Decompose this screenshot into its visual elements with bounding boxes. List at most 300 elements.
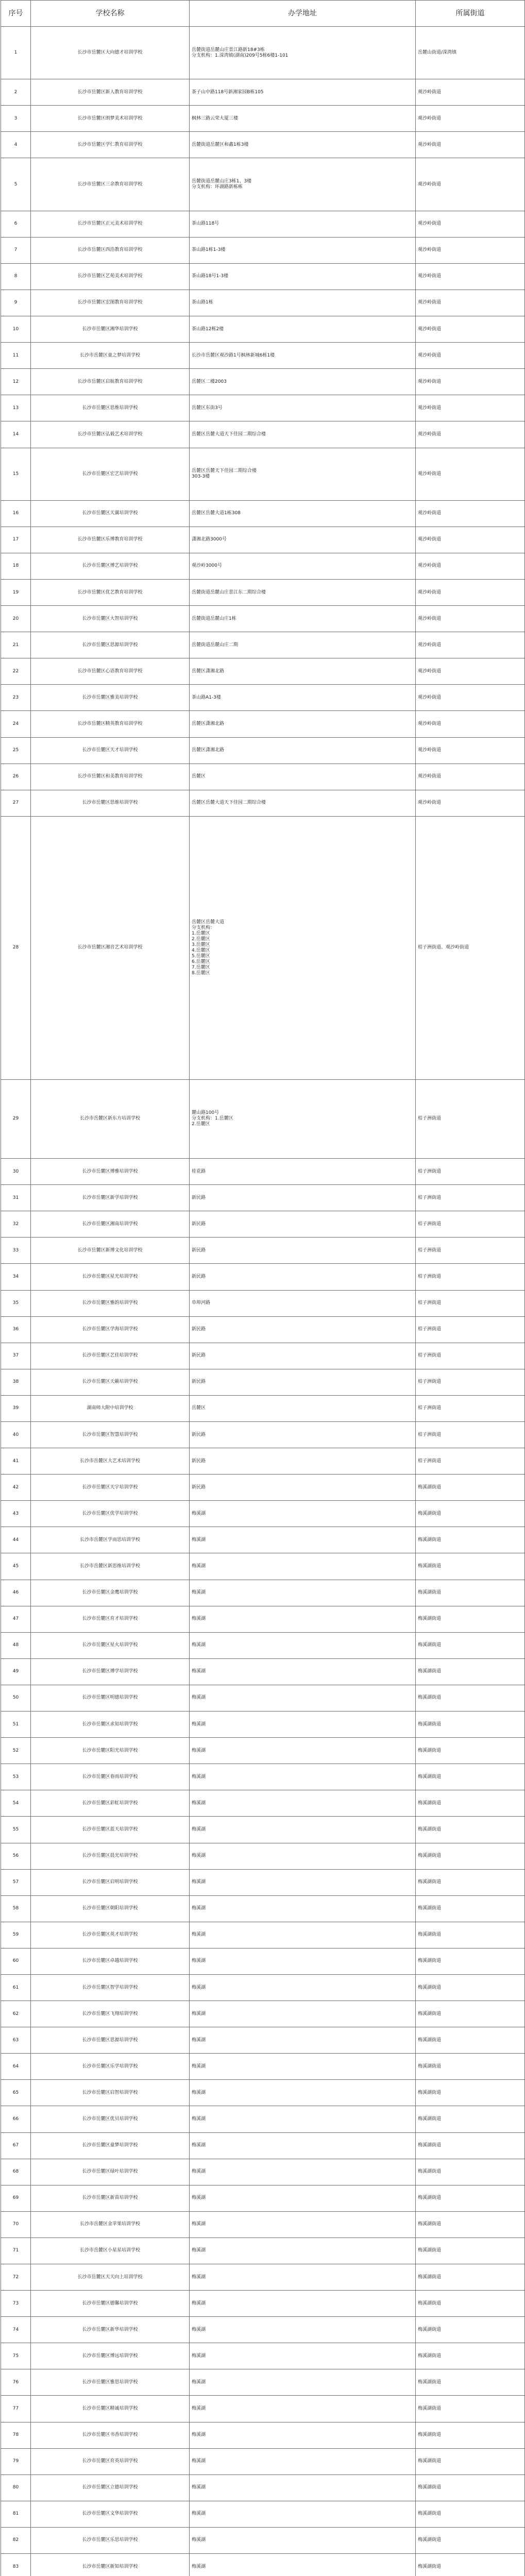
table-row (1, 764, 525, 790)
row-number: 70 (1, 2211, 31, 2238)
table-row (1, 1738, 525, 1764)
school-name: 长沙市岳麓区思维培训学校 (31, 395, 190, 421)
row-number: 52 (1, 1738, 31, 1764)
school-name: 长沙市岳麓区育英培训学校 (31, 2448, 190, 2475)
row-number: 42 (1, 1475, 31, 1501)
school-name: 长沙市岳麓区小星星培训学校 (31, 2238, 190, 2264)
school-address: 梅溪湖 (190, 2527, 416, 2553)
table-row (1, 816, 525, 1079)
school-name: 长沙市岳麓区新人教育培训学校 (31, 79, 190, 106)
school-street: 梅溪湖街道 (416, 1974, 525, 2001)
school-name: 长沙市岳麓区天翼培训学校 (31, 500, 190, 527)
school-address: 梅溪湖 (190, 2343, 416, 2369)
header-name: 学校名称 (31, 1, 190, 27)
table-row (1, 1553, 525, 1580)
school-name: 长沙市岳麓区学海培训学校 (31, 1316, 190, 1343)
row-number: 15 (1, 448, 31, 500)
row-number: 47 (1, 1606, 31, 1632)
school-name: 长沙市岳麓区启智培训学校 (31, 2080, 190, 2106)
row-number: 53 (1, 1764, 31, 1790)
school-address: 梅溪湖 (190, 1685, 416, 1711)
school-address: 梅溪湖 (190, 2027, 416, 2054)
school-street: 观沙岭街道 (416, 237, 525, 263)
row-number: 27 (1, 790, 31, 816)
table-row (1, 263, 525, 290)
table-body (1, 27, 525, 2576)
school-address: 茶山路A1-3楼 (190, 685, 416, 711)
table-row (1, 1922, 525, 1948)
school-street: 梅溪湖街道 (416, 1606, 525, 1632)
school-name: 长沙市岳麓区启航教育培训学校 (31, 369, 190, 395)
school-street: 梅溪湖街道 (416, 1658, 525, 1685)
school-address: 岳麓区岳麓大道 分支机构： 1.岳麓区 2.岳麓区 3.岳麓区 4.岳麓区 5.岳麓区 6.岳麓区 7.岳麓区 8.岳麓区 (190, 816, 416, 1079)
school-name: 长沙市岳麓区求知培训学校 (31, 1711, 190, 1738)
school-name: 长沙市岳麓区宏图教育培训学校 (31, 290, 190, 316)
table-row (1, 1632, 525, 1658)
row-number: 83 (1, 2554, 31, 2576)
table-row (1, 79, 525, 106)
row-number: 59 (1, 1922, 31, 1948)
table-row (1, 2027, 525, 2054)
school-street: 观沙岭街道 (416, 132, 525, 158)
table-row (1, 1238, 525, 1264)
school-address: 岳麓区岳麓天下佳园二期综合楼 303-3楼 (190, 448, 416, 500)
school-name: 长沙市岳麓区朝阳培训学校 (31, 1895, 190, 1922)
table-row (1, 1395, 525, 1421)
school-name: 长沙市岳麓区春雨培训学校 (31, 1764, 190, 1790)
row-number: 41 (1, 1448, 31, 1475)
school-name: 长沙市岳麓区博学培训学校 (31, 1658, 190, 1685)
school-address: 梅溪湖 (190, 1527, 416, 1553)
school-street: 观沙岭街道 (416, 106, 525, 132)
school-street: 观沙岭街道 (416, 421, 525, 448)
school-name: 长沙市岳麓区大艺术培训学校 (31, 1448, 190, 1475)
school-street: 观沙岭街道 (416, 764, 525, 790)
row-number: 26 (1, 764, 31, 790)
school-street: 梅溪湖街道 (416, 1764, 525, 1790)
school-street: 桔子洲街道 (416, 1316, 525, 1343)
school-address: 梅溪湖 (190, 2185, 416, 2211)
school-name: 长沙市岳麓区雅思培训学校 (31, 2369, 190, 2396)
school-address: 梅溪湖 (190, 1711, 416, 1738)
school-name: 长沙市岳麓区新思维培训学校 (31, 1553, 190, 1580)
row-number: 5 (1, 158, 31, 211)
school-name: 长沙市岳麓区博艺培训学校 (31, 553, 190, 579)
school-name: 长沙市岳麓区心语教育培训学校 (31, 658, 190, 685)
school-street: 梅溪湖街道 (416, 2475, 525, 2501)
school-address: 梅溪湖 (190, 1922, 416, 1948)
school-name: 长沙市岳麓区乐博教育培训学校 (31, 527, 190, 553)
header-street: 所属街道 (416, 1, 525, 27)
school-address: 新民路 (190, 1211, 416, 1238)
school-street: 梅溪湖街道 (416, 1475, 525, 1501)
school-street: 桔子洲街道 (416, 1343, 525, 1369)
school-name: 长沙市岳麓区优学培训学校 (31, 1501, 190, 1527)
school-address: 岳麓街道岳麓山庄二期 (190, 632, 416, 658)
table-row (1, 2396, 525, 2422)
school-address: 新民路 (190, 1369, 416, 1395)
school-address: 茶山路12栋2楼 (190, 316, 416, 343)
school-street: 梅溪湖街道 (416, 2159, 525, 2185)
school-street: 梅溪湖街道 (416, 2396, 525, 2422)
table-row (1, 27, 525, 79)
school-street: 梅溪湖街道 (416, 1922, 525, 1948)
table-row (1, 1606, 525, 1632)
row-number: 69 (1, 2185, 31, 2211)
school-street: 梅溪湖街道 (416, 2185, 525, 2211)
school-address: 梅溪湖 (190, 2475, 416, 2501)
school-address: 梅溪湖 (190, 1764, 416, 1790)
row-number: 43 (1, 1501, 31, 1527)
table-row (1, 685, 525, 711)
table-row (1, 2501, 525, 2527)
school-name: 长沙市岳麓区天才培训学校 (31, 737, 190, 764)
table-header-row (1, 1, 525, 27)
school-address: 岳麓街道岳麓山庄1栋 (190, 606, 416, 632)
school-name: 长沙市岳麓区蓝天培训学校 (31, 1817, 190, 1843)
row-number: 65 (1, 2080, 31, 2106)
school-address: 梅溪湖 (190, 1606, 416, 1632)
school-address: 梅溪湖 (190, 1869, 416, 1895)
school-street: 梅溪湖街道 (416, 1738, 525, 1764)
table-row (1, 1711, 525, 1738)
row-number: 13 (1, 395, 31, 421)
table-row (1, 421, 525, 448)
school-name: 长沙市岳麓区智慧培训学校 (31, 1422, 190, 1448)
school-address: 枫林三路云荣大厦三楼 (190, 106, 416, 132)
school-name: 长沙市岳麓区学而思培训学校 (31, 1527, 190, 1553)
row-number: 55 (1, 1817, 31, 1843)
school-list-table (1, 0, 525, 2576)
school-address: 阜埠河路 (190, 1290, 416, 1316)
table-row (1, 2106, 525, 2132)
table-row (1, 658, 525, 685)
school-address: 梅溪湖 (190, 2238, 416, 2264)
school-street: 梅溪湖街道 (416, 2527, 525, 2553)
school-name: 长沙市岳麓区晨光培训学校 (31, 1843, 190, 1869)
school-address: 梅溪湖 (190, 2080, 416, 2106)
table-row (1, 2238, 525, 2264)
row-number: 75 (1, 2343, 31, 2369)
school-address: 新民路 (190, 1475, 416, 1501)
row-number: 68 (1, 2159, 31, 2185)
school-street: 梅溪湖街道 (416, 2027, 525, 2054)
school-street: 梅溪湖街道 (416, 2369, 525, 2396)
table-row (1, 2554, 525, 2576)
school-address: 梅溪湖 (190, 1948, 416, 1974)
table-row (1, 579, 525, 605)
school-street: 梅溪湖街道 (416, 1869, 525, 1895)
table-row (1, 2291, 525, 2317)
school-name: 长沙市岳麓区书香培训学校 (31, 2422, 190, 2448)
school-address: 梅溪湖 (190, 1817, 416, 1843)
row-number: 78 (1, 2422, 31, 2448)
row-number: 61 (1, 1974, 31, 2001)
table-row (1, 632, 525, 658)
row-number: 25 (1, 737, 31, 764)
school-street: 桔子洲街道 (416, 1448, 525, 1475)
row-number: 64 (1, 2054, 31, 2080)
school-name: 湖南师大附中培训学校 (31, 1395, 190, 1421)
header-address: 办学地址 (190, 1, 416, 27)
school-address: 梅溪湖 (190, 1738, 416, 1764)
school-name: 长沙市岳麓区艺佳培训学校 (31, 1343, 190, 1369)
school-street: 桔子洲街道 (416, 1422, 525, 1448)
row-number: 19 (1, 579, 31, 605)
table-row (1, 1764, 525, 1790)
row-number: 34 (1, 1264, 31, 1290)
school-address: 梅溪湖 (190, 2291, 416, 2317)
table-row (1, 737, 525, 764)
table-row (1, 1448, 525, 1475)
school-street: 观沙岭街道 (416, 711, 525, 737)
row-number: 7 (1, 237, 31, 263)
school-street: 梅溪湖街道 (416, 1553, 525, 1580)
row-number: 17 (1, 527, 31, 553)
school-name: 长沙市岳麓区湘南培训学校 (31, 1211, 190, 1238)
school-address: 新民路 (190, 1422, 416, 1448)
table-row (1, 1290, 525, 1316)
school-street: 桔子洲街道 (416, 1159, 525, 1185)
school-street: 桔子洲街道 (416, 1290, 525, 1316)
row-number: 46 (1, 1580, 31, 1606)
school-name: 长沙市岳麓区新博文化培训学校 (31, 1238, 190, 1264)
row-number: 49 (1, 1658, 31, 1685)
row-number: 73 (1, 2291, 31, 2317)
school-street: 观沙岭街道 (416, 263, 525, 290)
school-name: 长沙市岳麓区思源培训学校 (31, 2027, 190, 2054)
school-address: 梅溪湖 (190, 2396, 416, 2422)
school-street: 梅溪湖街道 (416, 2132, 525, 2159)
school-name: 长沙市岳麓区启明培训学校 (31, 1869, 190, 1895)
school-name: 长沙市岳麓区大智培训学校 (31, 606, 190, 632)
row-number: 79 (1, 2448, 31, 2475)
school-address: 岳麓街道岳麓山庄景江路新18#3栋 分支机构：1.溁湾镇(湖南)209号5栋6楼1-101 (190, 27, 416, 79)
school-address: 岳麓街道岳麓山庄3栋1、3楼 分支机构：环湖路新栋栋 (190, 158, 416, 211)
school-street: 梅溪湖街道 (416, 2211, 525, 2238)
school-name: 长沙市岳麓区星火培训学校 (31, 1632, 190, 1658)
school-street: 梅溪湖街道 (416, 2080, 525, 2106)
school-address: 梅溪湖 (190, 2001, 416, 2027)
row-number: 72 (1, 2264, 31, 2291)
school-street: 梅溪湖街道 (416, 1843, 525, 1869)
school-street: 梅溪湖街道 (416, 1632, 525, 1658)
school-name: 长沙市岳麓区思源培训学校 (31, 632, 190, 658)
school-street: 观沙岭街道 (416, 158, 525, 211)
row-number: 39 (1, 1395, 31, 1421)
table-row (1, 2159, 525, 2185)
table-row (1, 2527, 525, 2553)
row-number: 37 (1, 1343, 31, 1369)
school-street: 梅溪湖街道 (416, 2501, 525, 2527)
school-name: 长沙市岳麓区宏艺培训学校 (31, 448, 190, 500)
table-row (1, 2054, 525, 2080)
school-name: 长沙市岳麓区弘毅艺术培训学校 (31, 421, 190, 448)
school-address: 梅溪湖 (190, 1843, 416, 1869)
school-street: 观沙岭街道 (416, 343, 525, 369)
school-street: 观沙岭街道 (416, 79, 525, 106)
row-number: 18 (1, 553, 31, 579)
table-row (1, 132, 525, 158)
school-address: 梅溪湖 (190, 1632, 416, 1658)
school-name: 长沙市岳麓区学仁教育培训学校 (31, 132, 190, 158)
row-number: 63 (1, 2027, 31, 2054)
row-number: 76 (1, 2369, 31, 2396)
row-number: 1 (1, 27, 31, 79)
school-street: 梅溪湖街道 (416, 2264, 525, 2291)
row-number: 6 (1, 211, 31, 237)
row-number: 36 (1, 1316, 31, 1343)
table-row (1, 527, 525, 553)
school-name: 长沙市岳麓区思维培训学校 (31, 790, 190, 816)
table-row (1, 290, 525, 316)
school-street: 梅溪湖街道 (416, 2448, 525, 2475)
school-address: 梅溪湖 (190, 1658, 416, 1685)
school-address: 岳麓区潇湘北路 (190, 737, 416, 764)
school-address: 岳麓区 (190, 1395, 416, 1421)
table-row (1, 1580, 525, 1606)
school-street: 观沙岭街道 (416, 685, 525, 711)
school-street: 观沙岭街道 (416, 527, 525, 553)
school-address: 梅溪湖 (190, 2106, 416, 2132)
school-street: 梅溪湖街道 (416, 2054, 525, 2080)
table-row (1, 1264, 525, 1290)
row-number: 30 (1, 1159, 31, 1185)
school-street: 梅溪湖街道 (416, 2106, 525, 2132)
school-name: 长沙市岳麓区绿叶培训学校 (31, 2159, 190, 2185)
school-name: 长沙市岳麓区优贝培训学校 (31, 2106, 190, 2132)
table-row (1, 2132, 525, 2159)
school-address: 梅溪湖 (190, 1501, 416, 1527)
school-name: 长沙市岳麓区立德培训学校 (31, 2475, 190, 2501)
row-number: 22 (1, 658, 31, 685)
header-no: 序号 (1, 1, 31, 27)
school-address: 新民路 (190, 1185, 416, 1211)
row-number: 60 (1, 1948, 31, 1974)
table-row (1, 1895, 525, 1922)
table-row (1, 237, 525, 263)
school-street: 梅溪湖街道 (416, 1711, 525, 1738)
school-address: 茶山路1栋 (190, 290, 416, 316)
row-number: 32 (1, 1211, 31, 1238)
table-row (1, 2422, 525, 2448)
school-name: 长沙市岳麓区阳光培训学校 (31, 1738, 190, 1764)
table-row (1, 2317, 525, 2343)
school-name: 长沙市岳麓区和美教育培训学校 (31, 764, 190, 790)
row-number: 24 (1, 711, 31, 737)
school-street: 梅溪湖街道 (416, 2343, 525, 2369)
school-street: 观沙岭街道 (416, 579, 525, 605)
school-street: 梅溪湖街道 (416, 1527, 525, 1553)
school-name: 长沙市岳麓区新东方培训学校 (31, 1079, 190, 1158)
school-address: 新民路 (190, 1316, 416, 1343)
row-number: 77 (1, 2396, 31, 2422)
school-street: 桔子洲街道 (416, 1395, 525, 1421)
school-name: 长沙市岳麓区育才培训学校 (31, 1606, 190, 1632)
school-name: 长沙市岳麓区彩虹培训学校 (31, 1790, 190, 1817)
school-name: 长沙市岳麓区新知培训学校 (31, 2554, 190, 2576)
school-address: 新民路 (190, 1343, 416, 1369)
school-address: 梅溪湖 (190, 2448, 416, 2475)
school-address: 麓山路100号 分支机构：1.岳麓区 2.岳麓区 (190, 1079, 416, 1158)
school-name: 长沙市岳麓区英才培训学校 (31, 1922, 190, 1948)
school-address: 岳麓区 (190, 764, 416, 790)
table-row (1, 1369, 525, 1395)
school-name: 长沙市岳麓区大向德才培训学校 (31, 27, 190, 79)
school-address: 岳麓区岳麓大道1栋308 (190, 500, 416, 527)
school-name: 长沙市岳麓区雅韵培训学校 (31, 1290, 190, 1316)
table-row (1, 1843, 525, 1869)
school-street: 梅溪湖街道 (416, 2317, 525, 2343)
table-row (1, 1817, 525, 1843)
table-row (1, 158, 525, 211)
school-address: 岳麓区潇湘北路 (190, 658, 416, 685)
school-name: 长沙市岳麓区湘华培训学校 (31, 316, 190, 343)
school-address: 梅溪湖 (190, 2501, 416, 2527)
row-number: 62 (1, 2001, 31, 2027)
school-address: 梅溪湖 (190, 1974, 416, 2001)
school-address: 梅溪湖 (190, 2317, 416, 2343)
school-street: 观沙岭街道 (416, 553, 525, 579)
school-address: 岳麓区东街3号 (190, 395, 416, 421)
school-name: 长沙市岳麓区德馨培训学校 (31, 2291, 190, 2317)
school-name: 长沙市岳麓区天籁培训学校 (31, 1369, 190, 1395)
school-name: 长沙市岳麓区正元美术培训学校 (31, 211, 190, 237)
school-address: 岳麓区二楼2003 (190, 369, 416, 395)
row-number: 51 (1, 1711, 31, 1738)
school-name: 长沙市岳麓区乐学培训学校 (31, 2054, 190, 2080)
table-row (1, 1790, 525, 1817)
school-street: 梅溪湖街道 (416, 1685, 525, 1711)
row-number: 35 (1, 1290, 31, 1316)
school-name: 长沙市岳麓区博雅培训学校 (31, 1159, 190, 1185)
table-row (1, 2448, 525, 2475)
table-row (1, 1211, 525, 1238)
table-row (1, 1422, 525, 1448)
row-number: 8 (1, 263, 31, 290)
school-street: 梅溪湖街道 (416, 2001, 525, 2027)
school-address: 新民路 (190, 1238, 416, 1264)
school-street: 梅溪湖街道 (416, 1895, 525, 1922)
school-address: 茶子山中路118号新湘家园B栋105 (190, 79, 416, 106)
school-name: 长沙市岳麓区新华培训学校 (31, 2317, 190, 2343)
school-street: 梅溪湖街道 (416, 1817, 525, 1843)
row-number: 23 (1, 685, 31, 711)
school-street: 梅溪湖街道 (416, 2554, 525, 2576)
table-row (1, 2343, 525, 2369)
school-name: 长沙市岳麓区艺苑美术培训学校 (31, 263, 190, 290)
school-name: 长沙市岳麓区湘音艺术培训学校 (31, 816, 190, 1079)
school-street: 观沙岭街道 (416, 606, 525, 632)
row-number: 58 (1, 1895, 31, 1922)
table-row (1, 1501, 525, 1527)
school-street: 观沙岭街道 (416, 316, 525, 343)
school-street: 观沙岭街道 (416, 658, 525, 685)
table-row (1, 1527, 525, 1553)
row-number: 45 (1, 1553, 31, 1580)
table-row (1, 1658, 525, 1685)
school-street: 梅溪湖街道 (416, 1501, 525, 1527)
school-name: 长沙市岳麓区朗梦美术培训学校 (31, 106, 190, 132)
table-row (1, 500, 525, 527)
row-number: 14 (1, 421, 31, 448)
school-street: 梅溪湖街道 (416, 2238, 525, 2264)
school-name: 长沙市岳麓区西浩教育培训学校 (31, 237, 190, 263)
school-street: 观沙岭街道 (416, 395, 525, 421)
row-number: 9 (1, 290, 31, 316)
table-row (1, 606, 525, 632)
table-row (1, 1159, 525, 1185)
